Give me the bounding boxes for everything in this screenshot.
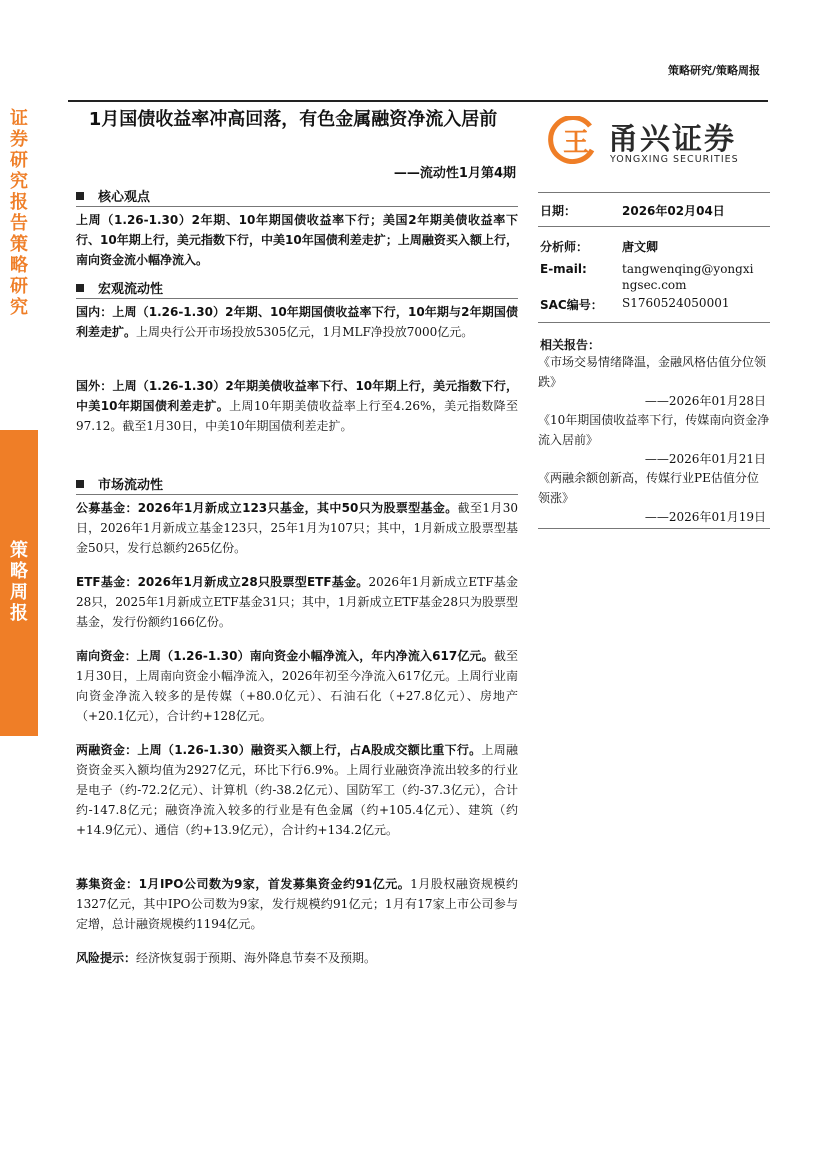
info-top-divider <box>538 192 770 193</box>
risk-warning-paragraph: 风险提示：经济恢复弱于预期、海外降息节奏不及预期。 <box>76 951 377 965</box>
related-report-title[interactable]: 《10年期国债收益率下行，传媒南向资金净流入居前》 <box>538 413 770 447</box>
date-label: 日期： <box>540 204 577 218</box>
left-sidebar-strip <box>0 100 38 736</box>
section-heading-market: 市场流动性 <box>76 474 163 493</box>
email-line-2[interactable]: ngsec.com <box>622 278 687 292</box>
date-value: 2026年02月04日 <box>622 204 725 218</box>
analyst-label: 分析师： <box>540 240 589 254</box>
sidebar-bottom-text: 策略周报 <box>10 540 28 624</box>
logo-name-en: YONGXING SECURITIES <box>610 154 739 165</box>
sac-label: SAC编号： <box>540 298 603 312</box>
square-bullet-icon <box>76 192 84 200</box>
market-fund-paragraph: 公募基金：2026年1月新成立123只基金，其中50只为股票型基金。截至1月30日，2026年1月新成立基金123只，25年1月为107只；其中，1月新成立股票型基金50只，发行总额约265亿份。 <box>76 501 519 555</box>
related-report-date: ——2026年01月19日 <box>644 510 766 524</box>
related-report-title[interactable]: 《两融余额创新高，传媒行业PE估值分位领涨》 <box>538 471 759 505</box>
logo-name-cn: 甬兴证券 <box>608 122 736 157</box>
logo-mark-icon <box>546 116 602 164</box>
info-divider <box>538 322 770 323</box>
market-southbound-paragraph: 南向资金：上周（1.26-1.30）南向资金小幅净流入，年内净流入617亿元。截至1月30日，上周南向资金小幅净流入，2026年初至今净流入617亿元。上周行业南向资金净流入较多的是传媒（+80.0亿元）、石油石化（+27.8亿元）、房地产（+20.1亿元），合计约+128亿元。 <box>76 649 518 723</box>
market-etf-paragraph: ETF基金：2026年1月新成立28只股票型ETF基金。2026年1月新成立ETF基金28只，2025年1月新成立ETF基金31只；其中，1月新成立ETF基金28只为股票型基金，发行份额约166亿份。 <box>76 575 519 629</box>
sac-value: S1760524050001 <box>622 296 730 310</box>
related-report-title[interactable]: 《市场交易情绪降温，金融风格估值分位领跌》 <box>538 355 767 389</box>
square-bullet-icon <box>76 480 84 488</box>
report-subtitle: ——流动性1月第4期 <box>393 166 516 181</box>
section-heading-core: 核心观点 <box>76 186 150 205</box>
email-line-1[interactable]: tangwenqing@yongxi <box>622 262 754 276</box>
email-label: E-mail: <box>540 262 587 276</box>
section-divider <box>76 494 518 495</box>
related-report-date: ——2026年01月28日 <box>644 394 766 408</box>
section-heading-macro: 宏观流动性 <box>76 278 163 297</box>
square-bullet-icon <box>76 284 84 292</box>
header-divider <box>68 100 768 102</box>
market-margin-paragraph: 两融资金：上周（1.26-1.30）融资买入额上行，占A股成交额比重下行。上周融资资金买入额均值为2927亿元，环比下行6.9%。上周行业融资净流出较多的行业是电子（约-72.2亿元）、计算机（约-38.2亿元）、国防军工（约-37.3亿元），合计约-147.8亿元；融资净流入较多的行业是有色金属（约+105.4亿元）、建筑（约+14.9亿元）、通信（约+13.9亿元），合计约+134.2亿元。 <box>76 743 518 837</box>
core-viewpoint-text: 上周（1.26-1.30）2年期、10年期国债收益率下行；美国2年期美债收益率下行、10年期上行，美元指数下行，中美10年国债利差走扩；上周融资买入额上行，南向资金流小幅净流入。 <box>76 213 518 267</box>
info-bottom-divider <box>538 528 770 529</box>
analyst-name: 唐文卿 <box>622 240 659 254</box>
related-reports-heading: 相关报告： <box>540 338 601 352</box>
report-title: 1月国债收益率冲高回落，有色金属融资净流入居前 <box>88 109 498 130</box>
section-divider <box>76 298 518 299</box>
section-divider <box>76 206 518 207</box>
report-category: 策略研究/策略周报 <box>667 64 760 77</box>
market-fundraising-paragraph: 募集资金：1月IPO公司数为9家，首发募集资金约91亿元。1月股权融资规模约1327亿元，其中IPO公司数为9家，发行规模约91亿元；1月有17家上市公司参与定增，总计融资规模约1194亿元。 <box>76 877 518 931</box>
company-logo <box>546 112 766 172</box>
logo-glyph: 王 <box>563 128 590 158</box>
sidebar-top-text: 证券研究报告 策略研究 <box>10 108 28 318</box>
macro-domestic-paragraph: 国内：上周（1.26-1.30）2年期、10年期国债收益率下行，10年期与2年期国债利差走扩。上周央行公开市场投放5305亿元，1月MLF净投放7000亿元。 <box>76 305 518 339</box>
macro-foreign-paragraph: 国外：上周（1.26-1.30）2年期美债收益率下行、10年期上行，美元指数下行，中美10年期国债利差走扩。上周10年期美债收益率上行至4.26%，美元指数降至97.12。截至1月30日，中美10年期国债利差走扩。 <box>76 379 518 433</box>
related-report-date: ——2026年01月21日 <box>644 452 766 466</box>
info-divider <box>538 226 770 227</box>
